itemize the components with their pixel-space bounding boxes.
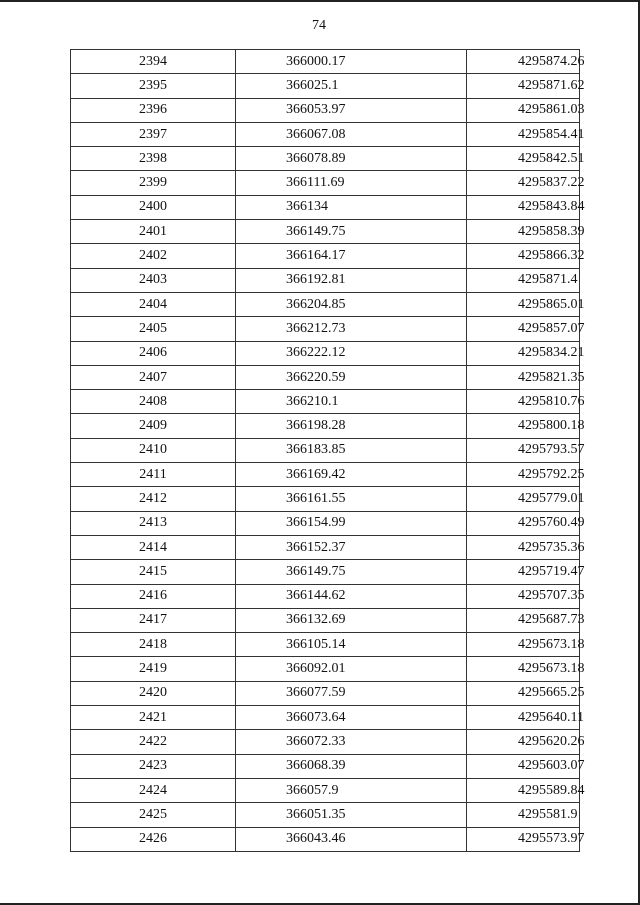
table-row — [71, 633, 580, 657]
y-coordinate-cell: 4295810.76 — [467, 390, 580, 414]
x-coordinate-cell: 366078.89 — [236, 147, 467, 171]
y-coordinate-cell: 4295620.26 — [467, 730, 580, 754]
x-coordinate-cell: 366198.28 — [236, 414, 467, 438]
point-number-cell: 2404 — [71, 292, 236, 316]
x-coordinate-cell: 366222.12 — [236, 341, 467, 365]
y-coordinate-cell: 4295719.47 — [467, 560, 580, 584]
x-coordinate-cell: 366132.69 — [236, 608, 467, 632]
y-coordinate-cell: 4295760.49 — [467, 511, 580, 535]
point-number-cell: 2421 — [71, 706, 236, 730]
y-coordinate-cell: 4295792.25 — [467, 463, 580, 487]
table-row — [71, 317, 580, 341]
x-coordinate-cell: 366164.17 — [236, 244, 467, 268]
table-row — [71, 487, 580, 511]
y-coordinate-cell: 4295843.84 — [467, 195, 580, 219]
y-coordinate-cell: 4295834.21 — [467, 341, 580, 365]
y-coordinate-cell: 4295673.18 — [467, 633, 580, 657]
x-coordinate-cell: 366057.9 — [236, 778, 467, 802]
table-row — [71, 463, 580, 487]
coordinates-table — [70, 49, 585, 852]
y-coordinate-cell: 4295854.41 — [467, 122, 580, 146]
point-number-cell: 2411 — [71, 463, 236, 487]
x-coordinate-cell: 366051.35 — [236, 803, 467, 827]
page-number: 74 — [312, 18, 326, 33]
point-number-cell: 2424 — [71, 778, 236, 802]
x-coordinate-cell: 366149.75 — [236, 220, 467, 244]
y-coordinate-cell: 4295603.07 — [467, 754, 580, 778]
table-row — [71, 268, 580, 292]
point-number-cell: 2396 — [71, 98, 236, 122]
point-number-cell: 2416 — [71, 584, 236, 608]
point-number-cell: 2400 — [71, 195, 236, 219]
table-row — [71, 730, 580, 754]
table-row — [71, 657, 580, 681]
y-coordinate-cell: 4295589.84 — [467, 778, 580, 802]
point-number-cell: 2402 — [71, 244, 236, 268]
y-coordinate-cell: 4295871.62 — [467, 74, 580, 98]
y-coordinate-cell: 4295842.51 — [467, 147, 580, 171]
x-coordinate-cell: 366067.08 — [236, 122, 467, 146]
point-number-cell: 2420 — [71, 681, 236, 705]
point-number-cell: 2419 — [71, 657, 236, 681]
y-coordinate-cell: 4295821.35 — [467, 365, 580, 389]
table-row — [71, 778, 580, 802]
point-number-cell: 2397 — [71, 122, 236, 146]
y-coordinate-cell: 4295707.35 — [467, 584, 580, 608]
table-row — [71, 803, 580, 827]
x-coordinate-cell: 366212.73 — [236, 317, 467, 341]
point-number-cell: 2394 — [71, 50, 236, 74]
table-row — [71, 50, 580, 74]
table-row — [71, 171, 580, 195]
point-number-cell: 2409 — [71, 414, 236, 438]
y-coordinate-cell: 4295837.22 — [467, 171, 580, 195]
table-row — [71, 584, 580, 608]
coordinates-table-body — [71, 50, 585, 852]
point-number-cell: 2413 — [71, 511, 236, 535]
point-number-cell: 2423 — [71, 754, 236, 778]
table-row — [71, 147, 580, 171]
x-coordinate-cell: 366183.85 — [236, 438, 467, 462]
y-coordinate-cell: 4295640.11 — [467, 706, 580, 730]
y-coordinate-cell: 4295735.36 — [467, 535, 580, 559]
point-number-cell: 2399 — [71, 171, 236, 195]
table-row — [71, 706, 580, 730]
table-row — [71, 827, 580, 851]
table-row — [71, 681, 580, 705]
x-coordinate-cell: 366220.59 — [236, 365, 467, 389]
y-coordinate-cell: 4295687.73 — [467, 608, 580, 632]
x-coordinate-cell: 366161.55 — [236, 487, 467, 511]
table-row — [71, 560, 580, 584]
table-row — [71, 122, 580, 146]
point-number-cell: 2408 — [71, 390, 236, 414]
x-coordinate-cell: 366154.99 — [236, 511, 467, 535]
y-coordinate-cell: 4295673.18 — [467, 657, 580, 681]
point-number-cell: 2401 — [71, 220, 236, 244]
y-coordinate-cell: 4295858.39 — [467, 220, 580, 244]
point-number-cell: 2412 — [71, 487, 236, 511]
table-row — [71, 292, 580, 316]
table-row — [71, 244, 580, 268]
x-coordinate-cell: 366073.64 — [236, 706, 467, 730]
x-coordinate-cell: 366043.46 — [236, 827, 467, 851]
x-coordinate-cell: 366077.59 — [236, 681, 467, 705]
table-row — [71, 608, 580, 632]
point-number-cell: 2425 — [71, 803, 236, 827]
point-number-cell: 2407 — [71, 365, 236, 389]
x-coordinate-cell: 366025.1 — [236, 74, 467, 98]
point-number-cell: 2417 — [71, 608, 236, 632]
table-row — [71, 511, 580, 535]
x-coordinate-cell: 366105.14 — [236, 633, 467, 657]
x-coordinate-cell: 366111.69 — [236, 171, 467, 195]
x-coordinate-cell: 366144.62 — [236, 584, 467, 608]
y-coordinate-cell: 4295861.03 — [467, 98, 580, 122]
x-coordinate-cell: 366204.85 — [236, 292, 467, 316]
table-row — [71, 414, 580, 438]
x-coordinate-cell: 366192.81 — [236, 268, 467, 292]
x-coordinate-cell: 366053.97 — [236, 98, 467, 122]
table-row — [71, 195, 580, 219]
y-coordinate-cell: 4295793.57 — [467, 438, 580, 462]
x-coordinate-cell: 366072.33 — [236, 730, 467, 754]
point-number-cell: 2410 — [71, 438, 236, 462]
table-row — [71, 98, 580, 122]
table-row — [71, 365, 580, 389]
point-number-cell: 2418 — [71, 633, 236, 657]
table-row — [71, 341, 580, 365]
x-coordinate-cell: 366134 — [236, 195, 467, 219]
point-number-cell: 2415 — [71, 560, 236, 584]
table-row — [71, 220, 580, 244]
table-row — [71, 390, 580, 414]
y-coordinate-cell: 4295800.18 — [467, 414, 580, 438]
y-coordinate-cell: 4295779.01 — [467, 487, 580, 511]
point-number-cell: 2398 — [71, 147, 236, 171]
table-row — [71, 438, 580, 462]
x-coordinate-cell: 366000.17 — [236, 50, 467, 74]
point-number-cell: 2405 — [71, 317, 236, 341]
y-coordinate-cell: 4295857.07 — [467, 317, 580, 341]
y-coordinate-cell: 4295866.32 — [467, 244, 580, 268]
x-coordinate-cell: 366169.42 — [236, 463, 467, 487]
y-coordinate-cell: 4295665.25 — [467, 681, 580, 705]
table-row — [71, 74, 580, 98]
y-coordinate-cell: 4295573.97 — [467, 827, 580, 851]
x-coordinate-cell: 366152.37 — [236, 535, 467, 559]
x-coordinate-cell: 366068.39 — [236, 754, 467, 778]
point-number-cell: 2414 — [71, 535, 236, 559]
table-row — [71, 754, 580, 778]
point-number-cell: 2422 — [71, 730, 236, 754]
y-coordinate-cell: 4295871.4 — [467, 268, 580, 292]
x-coordinate-cell: 366149.75 — [236, 560, 467, 584]
point-number-cell: 2406 — [71, 341, 236, 365]
x-coordinate-cell: 366092.01 — [236, 657, 467, 681]
x-coordinate-cell: 366210.1 — [236, 390, 467, 414]
point-number-cell: 2426 — [71, 827, 236, 851]
point-number-cell: 2403 — [71, 268, 236, 292]
point-number-cell: 2395 — [71, 74, 236, 98]
y-coordinate-cell: 4295865.01 — [467, 292, 580, 316]
table-row — [71, 535, 580, 559]
y-coordinate-cell: 4295581.9 — [467, 803, 580, 827]
y-coordinate-cell: 4295874.26 — [467, 50, 580, 74]
